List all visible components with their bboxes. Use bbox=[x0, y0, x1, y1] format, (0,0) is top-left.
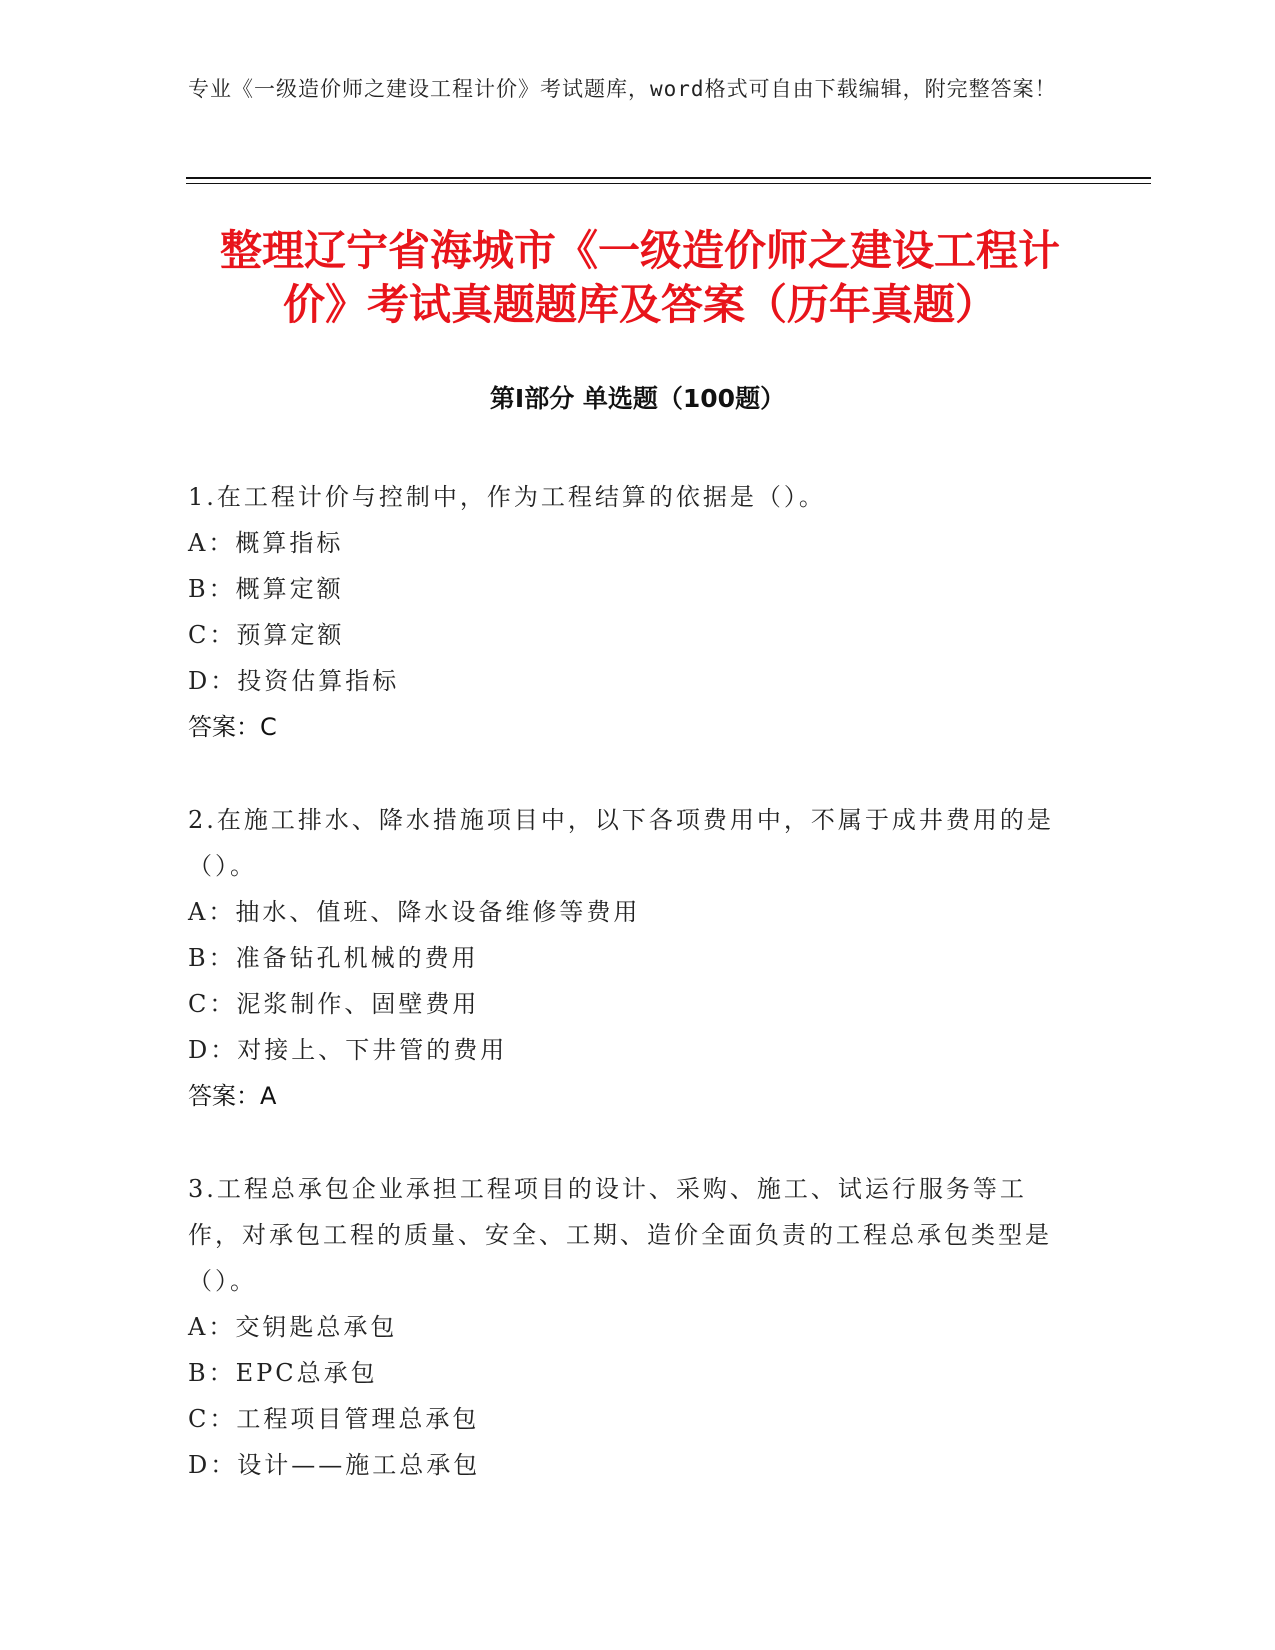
question-stem: 1.在工程计价与控制中，作为工程结算的依据是（）。 bbox=[188, 483, 826, 511]
question-stem: 2.在施工排水、降水措施项目中，以下各项费用中，不属于成井费用的是（）。 bbox=[188, 806, 1054, 880]
option-b: B：概算定额 bbox=[188, 575, 344, 603]
question-stem: 3.工程总承包企业承担工程项目的设计、采购、施工、试运行服务等工作，对承包工程的质量、安全、工期、造价全面负责的工程总承包类型是（）。 bbox=[188, 1175, 1052, 1295]
option-a: A：交钥匙总承包 bbox=[188, 1313, 398, 1341]
question-1 bbox=[188, 474, 1058, 750]
option-d: D：对接上、下井管的费用 bbox=[188, 1036, 508, 1064]
option-d: D：投资估算指标 bbox=[188, 667, 400, 695]
question-list bbox=[188, 474, 1058, 1535]
question-2 bbox=[188, 797, 1058, 1119]
question-3 bbox=[188, 1166, 1058, 1488]
header-rule-thick bbox=[186, 177, 1151, 179]
document-title: 整理辽宁省海城市《一级造价师之建设工程计价》考试真题题库及答案（历年真题） bbox=[219, 226, 1060, 329]
answer-line: 答案：C bbox=[188, 713, 277, 741]
option-c: C：工程项目管理总承包 bbox=[188, 1405, 480, 1433]
header-note: 专业《一级造价师之建设工程计价》考试题库，word格式可自由下载编辑，附完整答案！ bbox=[188, 77, 1057, 101]
section-title: 第Ⅰ部分 单选题（100题） bbox=[489, 384, 786, 413]
option-b: B：准备钻孔机械的费用 bbox=[188, 944, 479, 972]
header-rule-thin bbox=[186, 183, 1151, 184]
option-c: C：预算定额 bbox=[188, 621, 345, 649]
option-a: A：抽水、值班、降水设备维修等费用 bbox=[188, 898, 641, 926]
option-b: B：EPC总承包 bbox=[188, 1359, 378, 1387]
answer-line: 答案：A bbox=[188, 1082, 277, 1110]
option-a: A：概算指标 bbox=[188, 529, 344, 557]
option-c: C：泥浆制作、固壁费用 bbox=[188, 990, 480, 1018]
option-d: D：设计——施工总承包 bbox=[188, 1451, 481, 1479]
